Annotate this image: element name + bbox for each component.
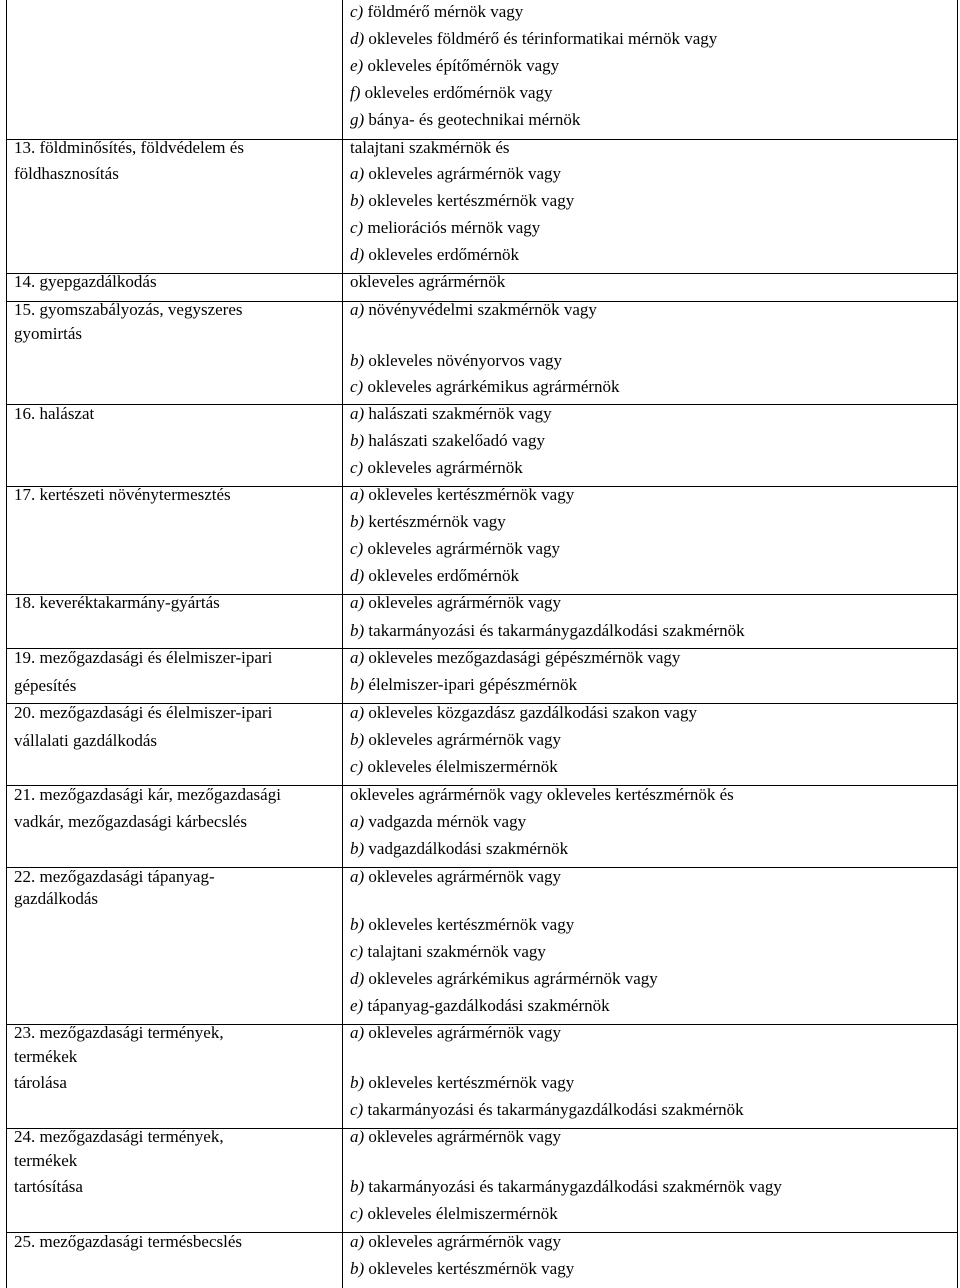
qualification-marker: b) (350, 915, 365, 934)
qualification-line (350, 867, 561, 887)
activity-label: 19. mezőgazdasági és élelmiszer-ipari (14, 648, 273, 667)
qualification-marker: c) (350, 377, 364, 396)
qualification-marker: b) (350, 191, 365, 210)
activity-label: 20. mezőgazdasági és élelmiszer-ipari (14, 703, 273, 722)
activity-label: 21. mezőgazdasági kár, mezőgazdasági (14, 785, 281, 804)
qualification-text: okleveles agrárkémikus agrármérnök vagy (368, 969, 658, 988)
qualification-line (350, 377, 620, 397)
qualification-text: vadgazda mérnök vagy (368, 812, 527, 831)
qualification-marker: b) (350, 1177, 365, 1196)
qualification-text: okleveles növényorvos vagy (368, 351, 562, 370)
qualification-line (350, 245, 519, 265)
qualification-marker: g) (350, 110, 365, 129)
qualification-line (350, 56, 559, 76)
qualification-line (350, 1127, 561, 1147)
activity-label: 17. kertészeti növénytermesztés (14, 485, 231, 504)
activity-label: tartósítása (14, 1177, 83, 1196)
qualification-marker: d) (350, 245, 365, 264)
qualification-line (350, 915, 574, 935)
qualification-line (350, 458, 523, 478)
qualification-marker: c) (350, 942, 364, 961)
qualification-line (350, 969, 658, 989)
qualification-marker: a) (350, 485, 365, 504)
qualification-text: okleveles élelmiszermérnök (367, 1204, 558, 1223)
qualification-marker: b) (350, 431, 365, 450)
activity-label: 16. halászat (14, 404, 95, 423)
qualification-text: élelmiszer-ipari gépészmérnök (368, 675, 578, 694)
qualification-text: okleveles agrármérnök vagy (368, 1232, 562, 1251)
qualification-text: okleveles agrármérnök vagy (368, 730, 562, 749)
qualification-marker: c) (350, 539, 364, 558)
qualification-marker: b) (350, 621, 365, 640)
activity-label: termékek (14, 1047, 78, 1066)
qualification-line (350, 675, 577, 695)
qualification-text: okleveles agrármérnök vagy (368, 1127, 562, 1146)
qualification-line (350, 1232, 561, 1252)
activity-label: 25. mezőgazdasági termésbecslés (14, 1232, 242, 1251)
qualification-text: okleveles agrármérnök vagy (368, 1023, 562, 1042)
qualification-line (350, 485, 574, 505)
qualification-marker: c) (350, 1100, 364, 1119)
qualification-line (350, 512, 506, 532)
qualification-marker: a) (350, 648, 365, 667)
qualification-marker: e) (350, 56, 364, 75)
qualification-marker: a) (350, 867, 365, 886)
activity-label: termékek (14, 1151, 78, 1170)
qualification-text: vadgazdálkodási szakmérnök (368, 839, 569, 858)
qualification-line (350, 404, 552, 424)
qualification-marker: b) (350, 839, 365, 858)
qualification-line (350, 138, 510, 158)
qualification-text: takarmányozási és takarmánygazdálkodási szakmérnök (368, 621, 745, 640)
qualification-line (350, 566, 519, 586)
qualification-marker: e) (350, 996, 364, 1015)
qualification-text: okleveles erdőmérnök vagy (364, 83, 553, 102)
qualification-text: okleveles agrármérnök vagy (368, 164, 562, 183)
qualification-line (350, 785, 734, 805)
qualification-text: növényvédelmi szakmérnök vagy (368, 300, 597, 319)
activity-label: 24. mezőgazdasági termények, (14, 1127, 224, 1146)
qualification-line (350, 1073, 574, 1093)
qualification-text: okleveles agrármérnök vagy (368, 593, 562, 612)
qualification-text: okleveles agrármérnök (350, 272, 506, 291)
qualification-text: talajtani szakmérnök vagy (367, 942, 546, 961)
qualification-line (350, 996, 610, 1016)
qualification-line (350, 1023, 561, 1043)
qualification-line (350, 539, 560, 559)
qualification-marker: d) (350, 969, 365, 988)
qualification-marker: b) (350, 1259, 365, 1278)
column-divider (342, 0, 343, 1288)
qualification-marker: a) (350, 404, 365, 423)
qualification-marker: a) (350, 1023, 365, 1042)
activity-label: 15. gyomszabályozás, vegyszeres (14, 300, 243, 319)
qualification-line (350, 110, 580, 130)
qualification-marker: f) (350, 83, 361, 102)
qualification-text: okleveles agrármérnök (367, 458, 523, 477)
qualification-text: halászati szakelőadó vagy (368, 431, 545, 450)
qualification-text: takarmányozási és takarmánygazdálkodási szakmérnök (367, 1100, 744, 1119)
qualification-line (350, 1204, 558, 1224)
activity-label: 22. mezőgazdasági tápanyag- (14, 867, 215, 886)
qualification-text: okleveles agrárkémikus agrármérnök (367, 377, 620, 396)
qualification-text: meliorációs mérnök vagy (367, 218, 541, 237)
activity-label: gazdálkodás (14, 889, 99, 908)
qualification-text: okleveles élelmiszermérnök (367, 757, 558, 776)
qualification-text: okleveles kertészmérnök vagy (368, 1259, 575, 1278)
qualification-line (350, 757, 558, 777)
qualification-line (350, 83, 553, 103)
qualification-marker: a) (350, 1232, 365, 1251)
qualification-text: okleveles közgazdász gazdálkodási szakon vagy (368, 703, 697, 722)
activity-label: gyomirtás (14, 324, 82, 343)
activity-label: gépesítés (14, 676, 77, 695)
qualification-marker: c) (350, 1204, 364, 1223)
qualification-marker: c) (350, 757, 364, 776)
qualification-marker: a) (350, 300, 365, 319)
qualification-marker: a) (350, 703, 365, 722)
qualification-line (350, 839, 568, 859)
activity-label: 23. mezőgazdasági termények, (14, 1023, 224, 1042)
qualification-text: okleveles agrármérnök vagy (368, 867, 562, 886)
qualification-line (350, 1177, 782, 1197)
activity-label: 18. keveréktakarmány-gyártás (14, 593, 220, 612)
qualification-line (350, 300, 597, 320)
qualification-text: talajtani szakmérnök és (350, 138, 510, 157)
qualification-text: tápanyag-gazdálkodási szakmérnök (367, 996, 610, 1015)
qualification-marker: a) (350, 812, 365, 831)
qualification-line (350, 351, 562, 371)
qualification-line (350, 164, 561, 184)
qualification-marker: d) (350, 29, 365, 48)
qualification-line (350, 1259, 574, 1279)
qualification-line (350, 29, 717, 49)
qualification-marker: b) (350, 1073, 365, 1092)
qualification-marker: b) (350, 351, 365, 370)
qualification-text: okleveles kertészmérnök vagy (368, 915, 575, 934)
qualification-marker: b) (350, 675, 365, 694)
qualification-line (350, 812, 526, 832)
activity-label: tárolása (14, 1073, 67, 1092)
qualification-text: okleveles földmérő és térinformatikai mérnök vagy (368, 29, 718, 48)
qualification-line (350, 730, 561, 750)
qualification-text: okleveles erdőmérnök (368, 245, 520, 264)
activity-label: 14. gyepgazdálkodás (14, 272, 157, 291)
qualification-text: okleveles kertészmérnök vagy (368, 485, 575, 504)
qualification-text: halászati szakmérnök vagy (368, 404, 552, 423)
qualification-text: okleveles agrármérnök vagy okleveles kertészmérnök és (350, 785, 734, 804)
qualification-text: okleveles erdőmérnök (368, 566, 520, 585)
qualification-text: bánya- és geotechnikai mérnök (368, 110, 581, 129)
qualification-marker: d) (350, 566, 365, 585)
qualification-text: okleveles agrármérnök vagy (367, 539, 561, 558)
qualification-marker: a) (350, 164, 365, 183)
activity-label: földhasznosítás (14, 164, 119, 183)
qualification-line (350, 272, 505, 292)
qualification-line (350, 218, 540, 238)
qualification-text: okleveles mezőgazdasági gépészmérnök vagy (368, 648, 681, 667)
qualification-text: takarmányozási és takarmánygazdálkodási szakmérnök vagy (368, 1177, 782, 1196)
qualification-marker: c) (350, 218, 364, 237)
qualification-marker: c) (350, 2, 364, 21)
qualification-marker: b) (350, 512, 365, 531)
activity-label: 13. földminősítés, földvédelem és (14, 138, 244, 157)
qualification-text: okleveles kertészmérnök vagy (368, 1073, 575, 1092)
qualification-line (350, 621, 745, 641)
qualification-line (350, 593, 561, 613)
qualification-marker: a) (350, 1127, 365, 1146)
qualification-line (350, 431, 545, 451)
qualification-line (350, 942, 546, 962)
qualification-text: okleveles építőmérnök vagy (367, 56, 560, 75)
qualification-marker: a) (350, 593, 365, 612)
qualification-text: okleveles kertészmérnök vagy (368, 191, 575, 210)
qualification-text: kertészmérnök vagy (368, 512, 506, 531)
qualification-marker: c) (350, 458, 364, 477)
table-border-right (957, 0, 958, 1288)
qualification-line (350, 191, 574, 211)
table-border-left (6, 0, 7, 1288)
qualification-line (350, 703, 697, 723)
qualification-line (350, 2, 523, 22)
activity-label: vadkár, mezőgazdasági kárbecslés (14, 812, 247, 831)
qualification-line (350, 648, 680, 668)
qualification-text: földmérő mérnök vagy (367, 2, 524, 21)
activity-label: vállalati gazdálkodás (14, 731, 158, 750)
qualification-marker: b) (350, 730, 365, 749)
qualification-line (350, 1100, 744, 1120)
